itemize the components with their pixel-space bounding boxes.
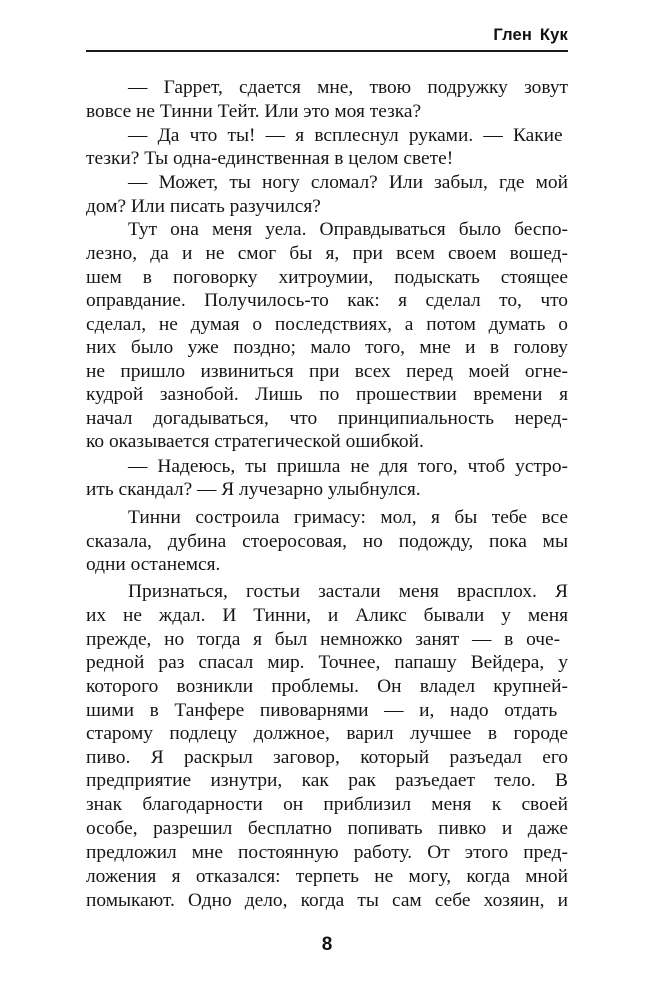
- text-line: одни останемся.: [86, 554, 221, 575]
- text-line: прежде, но тогда я был немножко занят — в оче-: [86, 629, 561, 650]
- text-line: ить скандал? — Я лучезарно улыбнулся.: [86, 479, 421, 500]
- text-line: их не ждал. И Тинни, и Аликс бывали у меня: [86, 605, 568, 626]
- text-line: — Может, ты ногу сломал? Или забыл, где мой: [128, 172, 568, 193]
- text-line: дом? Или писать разучился?: [86, 196, 321, 217]
- text-line: помыкают. Одно дело, когда ты сам себе хозяин, и: [86, 890, 568, 911]
- text-line: ложения я отказался: терпеть не могу, когда мной: [86, 866, 568, 887]
- text-line: знак благодарности он приблизил меня к своей: [86, 794, 568, 815]
- text-line: вовсе не Тинни Тейт. Или это моя тезка?: [86, 101, 422, 122]
- running-head-author: Глен Кук: [493, 26, 568, 44]
- page-number: 8: [321, 934, 333, 955]
- text-line: них было уже поздно; мало того, мне и в голову: [86, 337, 568, 358]
- text-line: оправдание. Получилось-то как: я сделал то, что: [86, 290, 568, 311]
- text-line: ко оказывается стратегической ошибкой.: [86, 431, 424, 452]
- text-line: которого возникли проблемы. Он владел крупней-: [86, 676, 568, 697]
- text-line: не пришло извиниться при всех перед моей огне-: [86, 361, 568, 382]
- text-line: кудрой зазнобой. Лишь по прошествии времени я: [86, 384, 568, 405]
- text-line: Признаться, гостьи застали меня врасплох. Я: [128, 581, 568, 602]
- text-line: предприятие изнутри, как рак разъедает тело. В: [86, 770, 568, 791]
- text-line: шими в Танфере пивоварнями — и, надо отдать: [86, 700, 558, 721]
- text-line: редной раз спасал мир. Точнее, папашу Вейдера, у: [86, 652, 568, 673]
- text-line: предложил мне постоянную работу. От этого пред-: [86, 842, 568, 863]
- text-line: старому подлецу должное, варил лучшее в городе: [86, 723, 568, 744]
- text-line: — Гаррет, сдается мне, твою подружку зовут: [128, 77, 568, 98]
- text-line: начал догадываться, что принципиальность неред-: [86, 408, 568, 429]
- text-line: Тут она меня уела. Оправдываться было беспо-: [128, 219, 568, 240]
- text-line: — Надеюсь, ты пришла не для того, чтоб устро-: [128, 456, 568, 477]
- text-line: тезки? Ты одна-единственная в целом свете!: [86, 148, 454, 169]
- text-line: особе, разрешил бесплатно попивать пивко и даже: [86, 818, 568, 839]
- text-line: сказала, дубина стоеросовая, но подожду, пока мы: [86, 531, 568, 552]
- text-line: — Да что ты! — я всплеснул руками. — Какие: [128, 125, 563, 146]
- text-line: шем в поговорку хитроумии, подыскать стоящее: [86, 267, 568, 288]
- text-line: лезно, да и не смог бы я, при всем своем вошед-: [86, 243, 568, 264]
- text-line: пиво. Я раскрыл заговор, который разъедал его: [86, 747, 568, 768]
- header-rule: [86, 50, 568, 52]
- text-line: Тинни состроила гримасу: мол, я бы тебе все: [128, 507, 568, 528]
- text-line: сделал, не думая о последствиях, а потом думать о: [86, 314, 568, 335]
